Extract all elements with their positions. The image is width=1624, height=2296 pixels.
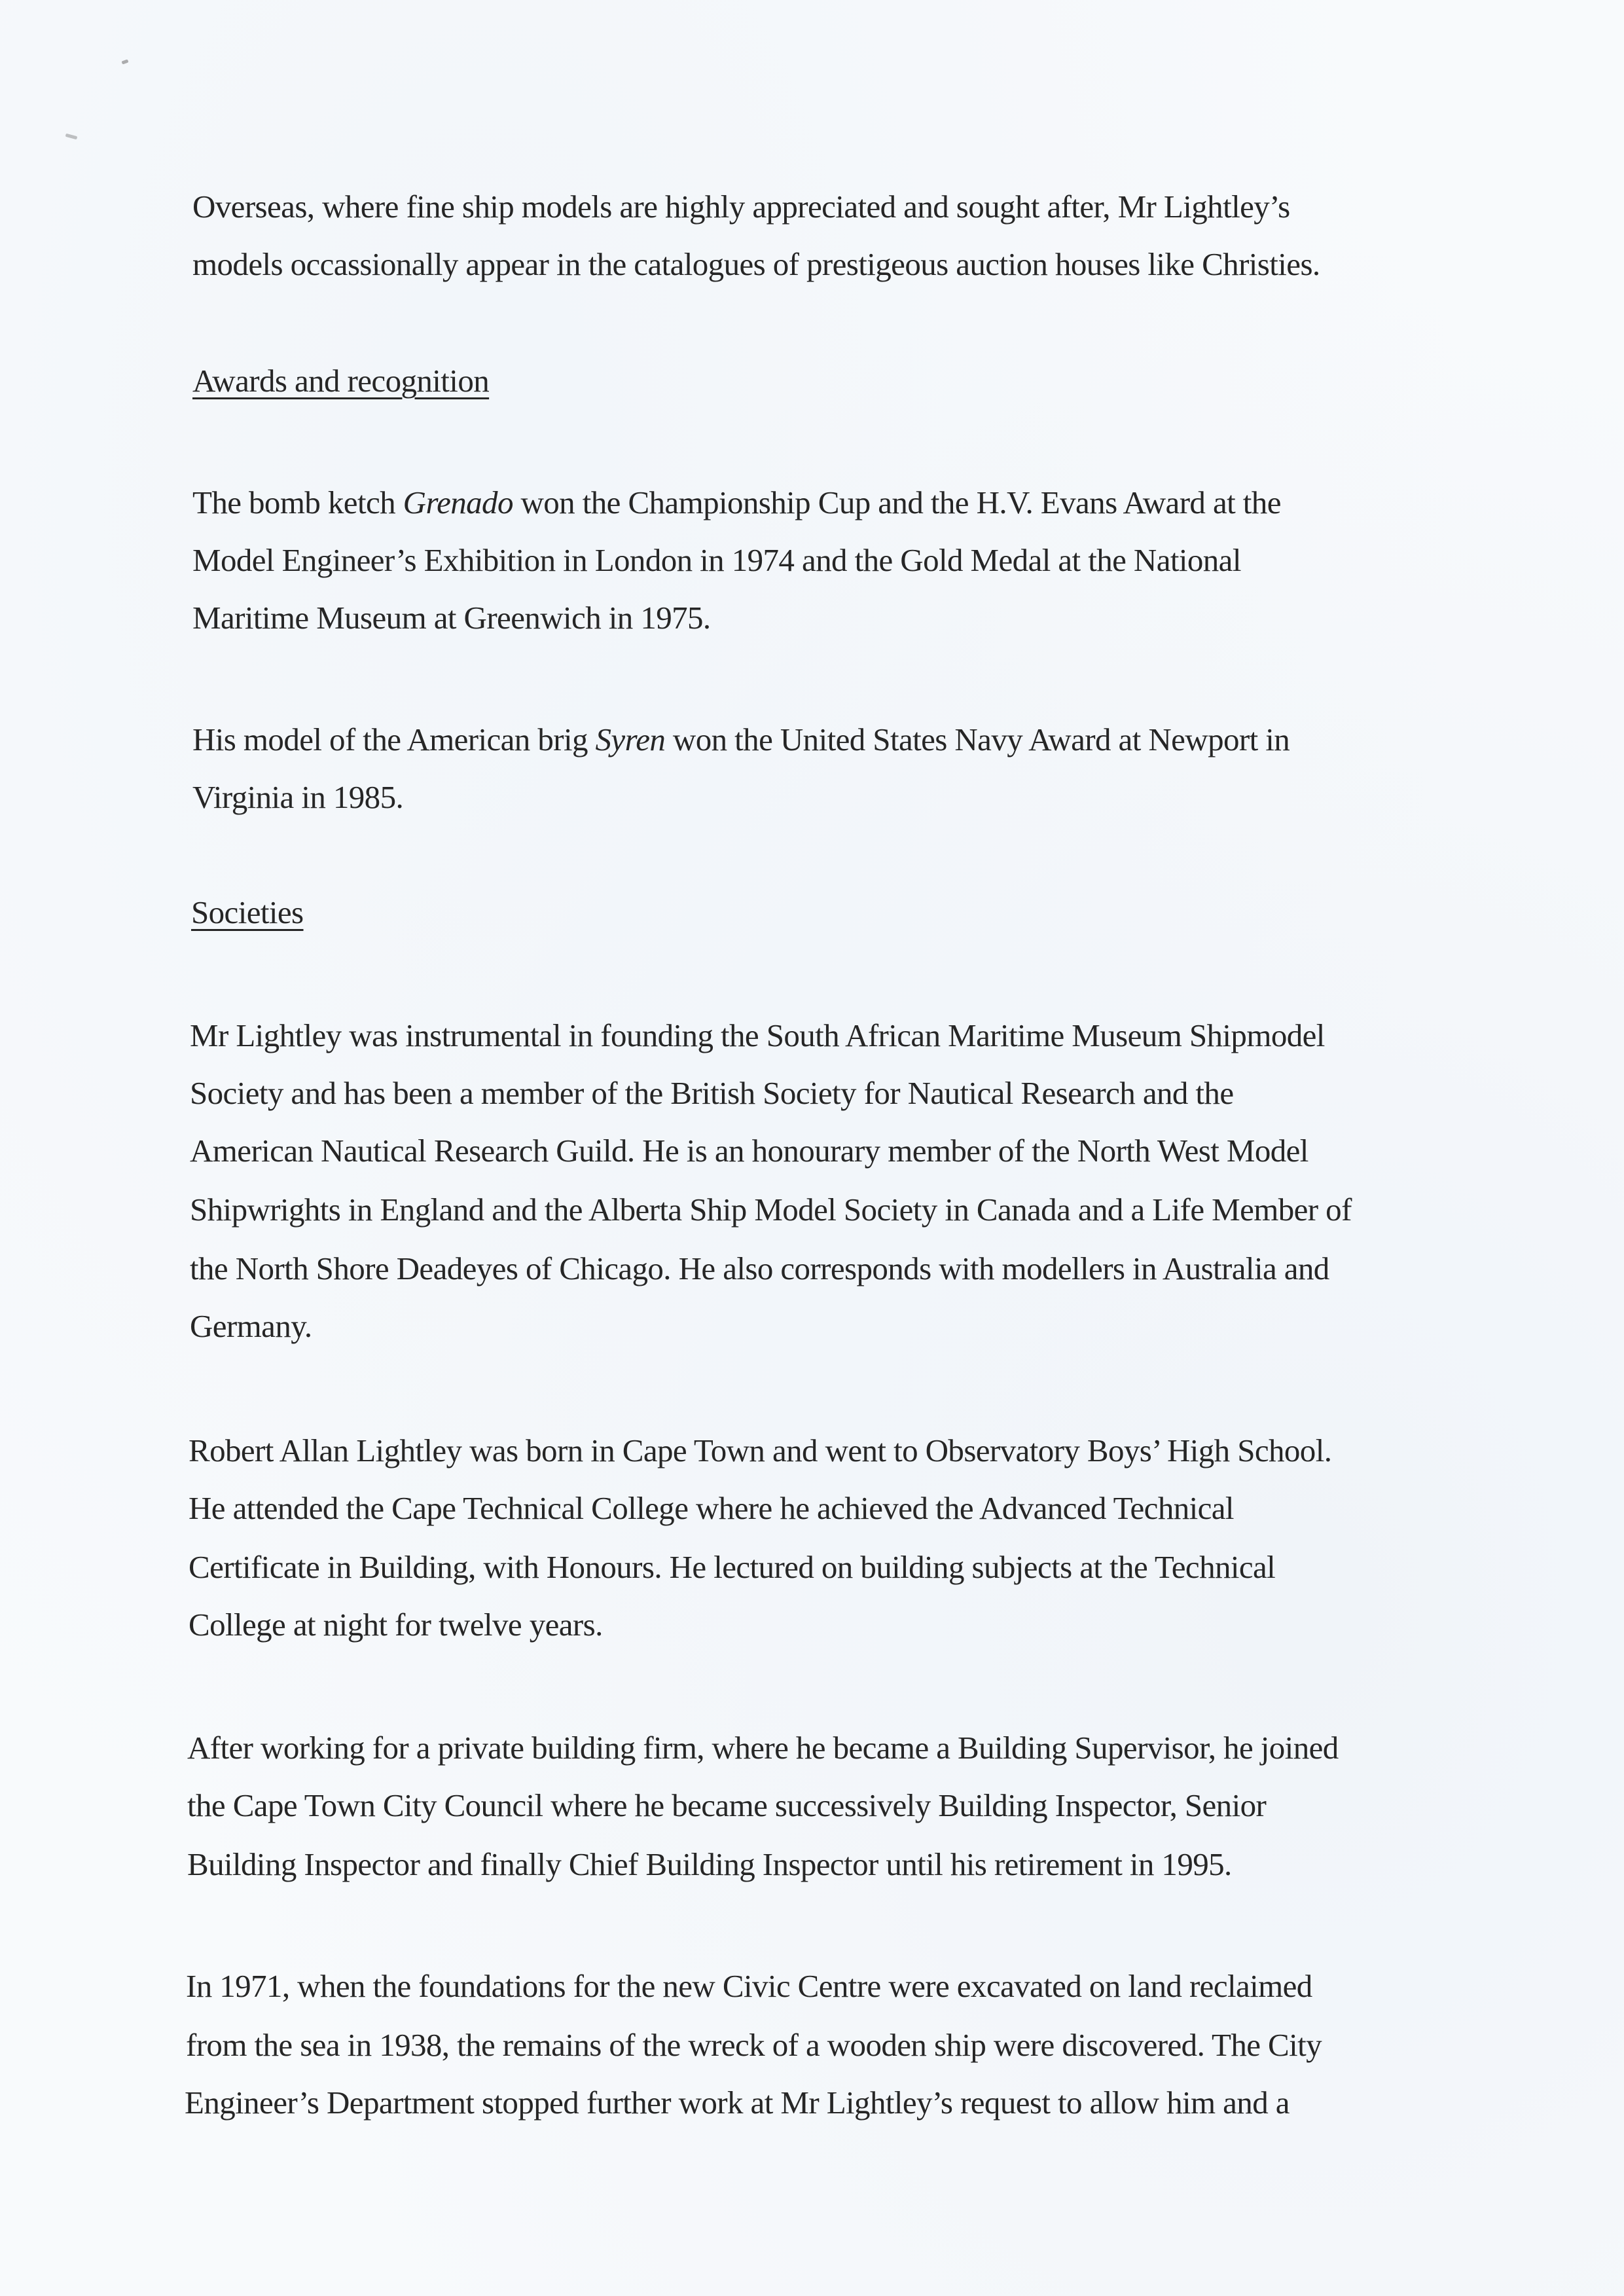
text-line: Society and has been a member of the British Society for Nautical Research and the: [190, 1075, 1234, 1111]
section-heading-societies: Societies: [191, 894, 304, 930]
text-line: the North Shore Deadeyes of Chicago. He also corresponds with modellers in Australia and: [190, 1250, 1329, 1286]
text-line: models occassionally appear in the catalogues of prestigeous auction houses like Christies.: [192, 246, 1320, 282]
text-line: from the sea in 1938, the remains of the wreck of a wooden ship were discovered. The City: [186, 2027, 1322, 2063]
staple-mark: [121, 59, 128, 64]
text-line: the Cape Town City Council where he became successively Building Inspector, Senior: [187, 1787, 1267, 1823]
text-line: Mr Lightley was instrumental in founding the South African Maritime Museum Shipmodel: [190, 1017, 1325, 1053]
ship-name-syren: Syren: [595, 721, 666, 757]
text-line: In 1971, when the foundations for the new Civic Centre were excavated on land reclaimed: [186, 1968, 1312, 2004]
text-line: College at night for twelve years.: [189, 1607, 603, 1643]
staple-mark: [65, 134, 78, 139]
text-line: Germany.: [190, 1308, 312, 1344]
text-span: The bomb ketch: [192, 484, 403, 520]
text-span: won the United States Navy Award at Newport in: [665, 721, 1290, 757]
text-span: His model of the American brig: [192, 721, 596, 757]
text-line: Engineer’s Department stopped further work at Mr Lightley’s request to allow him and a: [185, 2085, 1290, 2121]
text-line: Certificate in Building, with Honours. He lectured on building subjects at the Technical: [189, 1549, 1276, 1585]
ship-name-grenado: Grenado: [403, 484, 513, 520]
text-line: Robert Allan Lightley was born in Cape Town and went to Observatory Boys’ High School.: [189, 1432, 1332, 1468]
text-line: Virginia in 1985.: [192, 779, 404, 815]
text-span: won the Championship Cup and the H.V. Evans Award at the: [513, 484, 1281, 520]
text-line: American Nautical Research Guild. He is an honourary member of the North West Model: [190, 1133, 1308, 1169]
text-line: [192, 720, 1290, 759]
text-line: After working for a private building firm, where he became a Building Supervisor, he joined: [187, 1730, 1339, 1766]
text-line: Maritime Museum at Greenwich in 1975.: [192, 600, 711, 636]
text-line: Building Inspector and finally Chief Building Inspector until his retirement in 1995.: [187, 1846, 1232, 1882]
section-heading-awards: Awards and recognition: [192, 363, 490, 399]
text-line: [192, 483, 1281, 522]
text-line: Model Engineer’s Exhibition in London in 1974 and the Gold Medal at the National: [192, 542, 1241, 578]
text-line: He attended the Cape Technical College where he achieved the Advanced Technical: [189, 1490, 1234, 1526]
text-line: Shipwrights in England and the Alberta Ship Model Society in Canada and a Life Member of: [190, 1192, 1352, 1228]
text-line: Overseas, where fine ship models are highly appreciated and sought after, Mr Lightley’s: [192, 189, 1290, 225]
